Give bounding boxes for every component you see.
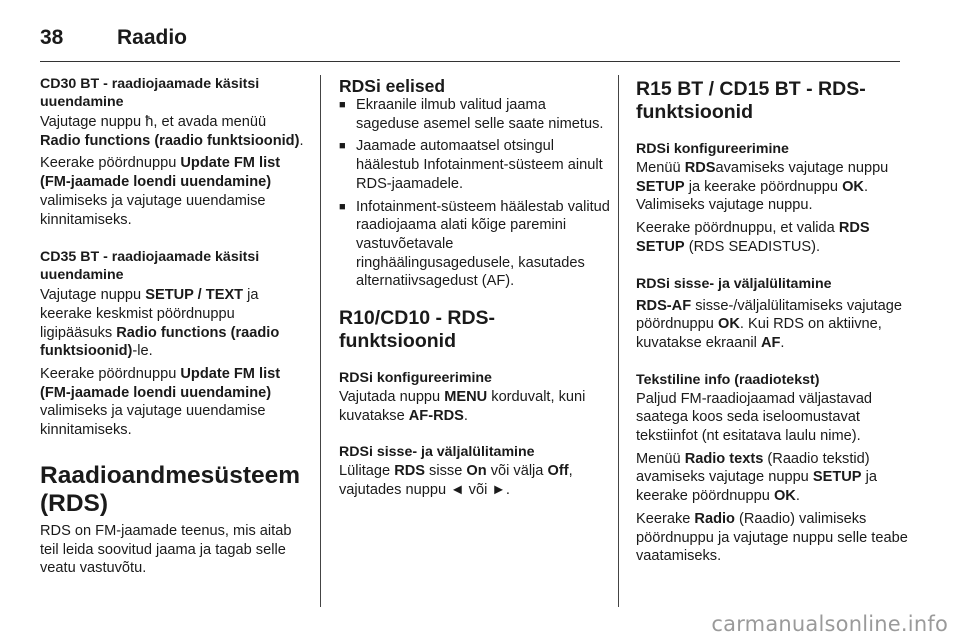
bullet-icon: ■: [339, 200, 346, 213]
column-divider-1: [320, 75, 321, 607]
page-header: [40, 16, 920, 60]
radiotext-heading: Tekstiline info (raadiotekst): [636, 371, 820, 388]
radiotext-paragraph-1: Paljud FM-raadiojaamad väljastavad saatega koos seda iseloomustavat tekstiinfot (nt esitatava laulu nime).: [636, 390, 873, 445]
r10-onoff-heading: RDSi sisse- ja väljalülitamine: [339, 444, 535, 461]
r15-onoff-heading: RDSi sisse- ja väljalülitamine: [636, 275, 832, 292]
cd35-paragraph-2: Keerake pöördnuppu Update FM list (FM-jaamade loendi uuendamine) valimiseks ja vajutage uuendamise kinnitamiseks.: [40, 366, 281, 439]
bullet-icon: ■: [339, 140, 346, 153]
radiotext-paragraph-3: Keerake Radio (Raadio) valimiseks pöördnuppu ja vajutage nuppu selle teabe vaatamiseks.: [636, 510, 908, 565]
r15-onoff-text: RDS-AF sisse-/väljalülitamiseks vajutage pöördnuppu OK. Kui RDS on aktiivne, kuvatakse ekraanil AF.: [636, 297, 903, 351]
cd35-paragraph-1: Vajutage nuppu SETUP / TEXT ja keerake keskmist pöördnuppu ligipääsuks Radio functions (raadio funktsioonid)-le.: [40, 287, 280, 360]
list-item: ■ Infotainment-süsteem häälestab valitud raadiojaama alati kõige paremini vastuvõetavale ringhäälingusagedusele, kasutades alternatiivsagedust (AF).: [339, 198, 610, 290]
column-3: [636, 75, 912, 566]
list-item: ■ Ekraanile ilmub valitud jaama sageduse asemel selle saate nimetus.: [339, 97, 604, 132]
radiotext-paragraph-2: Menüü Radio texts (Raadio tekstid) avamiseks vajutage nuppu SETUP ja keerake pöördnuppu OK.: [636, 450, 877, 505]
rds-advantages-heading: RDSi eelised: [339, 76, 446, 96]
cd30-paragraph-1: Vajutage nuppu ħ, et avada menüü Radio functions (raadio funktsioonid).: [40, 114, 304, 149]
r15-configure-heading: RDSi konfigureerimine: [636, 141, 789, 157]
r15-heading: R15 BT / CD15 BT - RDS-funktsioonid: [636, 78, 866, 123]
rds-heading: Raadioandmesüsteem (RDS): [40, 461, 301, 517]
cd30-paragraph-2: Keerake pöördnuppu Update FM list (FM-jaamade loendi uuendamine) valimiseks ja vajutage uuendamise kinnitamiseks.: [40, 155, 281, 228]
column-1: [40, 75, 310, 578]
r10-onoff-text: Lülitage RDS sisse On või välja Off, vajutades nuppu ◄ või ►.: [339, 463, 573, 499]
cd35-heading: CD35 BT - raadiojaamade käsitsi uuendamine: [40, 249, 260, 284]
r10-configure-text: Vajutada nuppu MENU korduvalt, kuni kuvatakse AF-RDS.: [339, 389, 586, 424]
cd30-heading: CD30 BT - raadiojaamade käsitsi uuendamine: [40, 76, 260, 110]
r10-configure-heading: RDSi konfigureerimine: [339, 370, 492, 387]
r15-configure-text: Menüü RDSavamiseks vajutage nuppu SETUP ja keerake pöördnuppu OK. Valimiseks vajutage nuppu.: [636, 160, 889, 214]
watermark[interactable]: carmanualsonline.info: [711, 612, 948, 636]
r10-heading: R10/CD10 - RDS-funktsioonid: [339, 307, 496, 353]
column-2: [339, 75, 611, 500]
radio-functions-icon: ħ: [145, 114, 154, 130]
bullet-icon: ■: [339, 99, 346, 111]
header-rule: [40, 61, 900, 62]
page-title: Raadio: [117, 26, 188, 49]
r15-setup-text: Keerake pöördnuppu, et valida RDS SETUP (RDS SEADISTUS).: [636, 220, 870, 255]
list-item: ■ Jaamade automaatsel otsingul häälestub Infotainment-süsteem ainult RDS-jaamadele.: [339, 138, 603, 192]
column-divider-2: [618, 75, 619, 607]
rds-intro: RDS on FM-jaamade teenus, mis aitab teil leida soovitud jaama ja tagab selle veatu vastuvõtu.: [40, 522, 292, 577]
page-number: 38: [40, 26, 64, 49]
